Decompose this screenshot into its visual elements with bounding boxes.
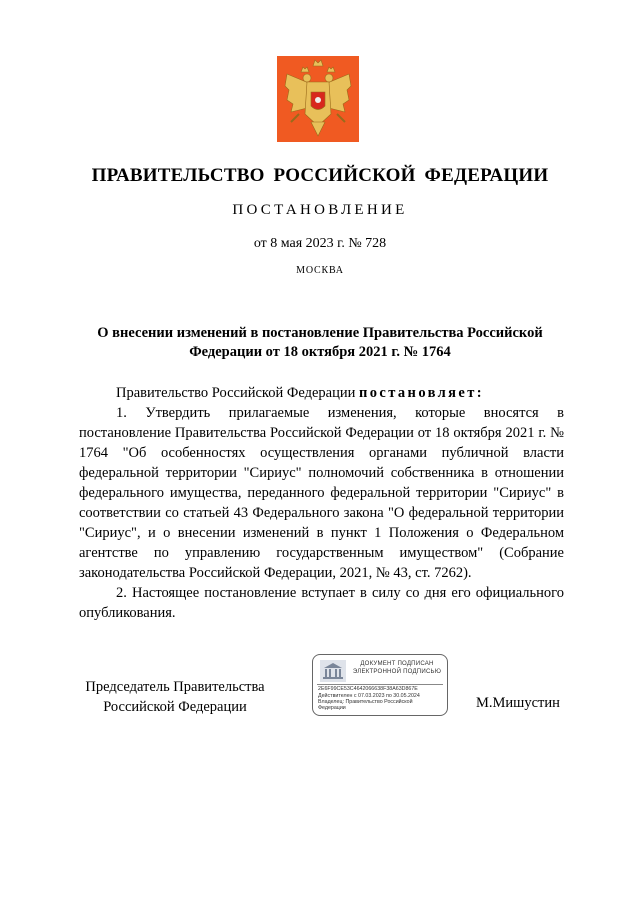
certificate-validity: Действителен с 07.03.2023 по 30.05.2024 xyxy=(318,693,420,699)
stamp-title-line: ЭЛЕКТРОННОЙ ПОДПИСЬЮ xyxy=(352,667,442,675)
certificate-owner: Владелец: Правительство Российской xyxy=(318,699,413,705)
resolves-word: постановляет: xyxy=(358,385,485,401)
document-body xyxy=(79,383,564,623)
signer-position-line: Председатель Правительства xyxy=(85,679,265,695)
signer-name: М.Мишустин xyxy=(476,695,560,711)
electronic-signature-stamp xyxy=(312,654,448,716)
stamp-divider xyxy=(317,684,443,685)
intro-paragraph xyxy=(79,383,564,403)
certificate-number: 2E6F99CE53C4642066638F38A63D867E xyxy=(318,686,418,692)
signer-position xyxy=(70,677,280,717)
subject-line: О внесении изменений в постановление Правительства Российской xyxy=(97,325,543,341)
item-1-paragraph: 1. Утвердить прилагаемые изменения, которые вносятся в постановление Правительства Российской Федерации от 18 октября 2021 г. № 1764 "Об особенностях осуществления органами публичной власти федеральной территории "Сириус" полномочий собственника в отношении федерального имущества, переданного федеральной территории "Сириус" в соответствии со статьей 43 Федерального закона "О федеральной территории "Сириус", и о внесении изменений в пункт 1 Положения о Федеральном агентстве по управлению государственным имуществом" (Собрание законодательства Российской Федерации, 2021, № 43, ст. 7262). xyxy=(79,405,564,581)
government-title: ПРАВИТЕЛЬСТВО РОССИЙСКОЙ ФЕДЕРАЦИИ xyxy=(91,165,549,186)
certificate-owner: Федерации xyxy=(318,705,346,711)
item-2-paragraph: 2. Настоящее постановление вступает в силу со дня его официального опубликования. xyxy=(79,585,564,621)
document-city: МОСКВА xyxy=(296,265,344,276)
stamp-title-line: ДОКУМЕНТ ПОДПИСАН xyxy=(360,660,434,667)
subject-line: Федерации от 18 октября 2021 г. № 1764 xyxy=(189,344,451,360)
document-date-number: от 8 мая 2023 г. № 728 xyxy=(253,236,387,251)
signer-position-line: Российской Федерации xyxy=(103,699,247,715)
building-icon xyxy=(320,660,346,682)
coat-of-arms-emblem xyxy=(277,56,359,142)
document-type: ПОСТАНОВЛЕНИЕ xyxy=(232,202,408,218)
intro-text: Правительство Российской Федерации xyxy=(116,385,359,401)
document-subject xyxy=(70,324,570,362)
stamp-title xyxy=(349,660,445,675)
